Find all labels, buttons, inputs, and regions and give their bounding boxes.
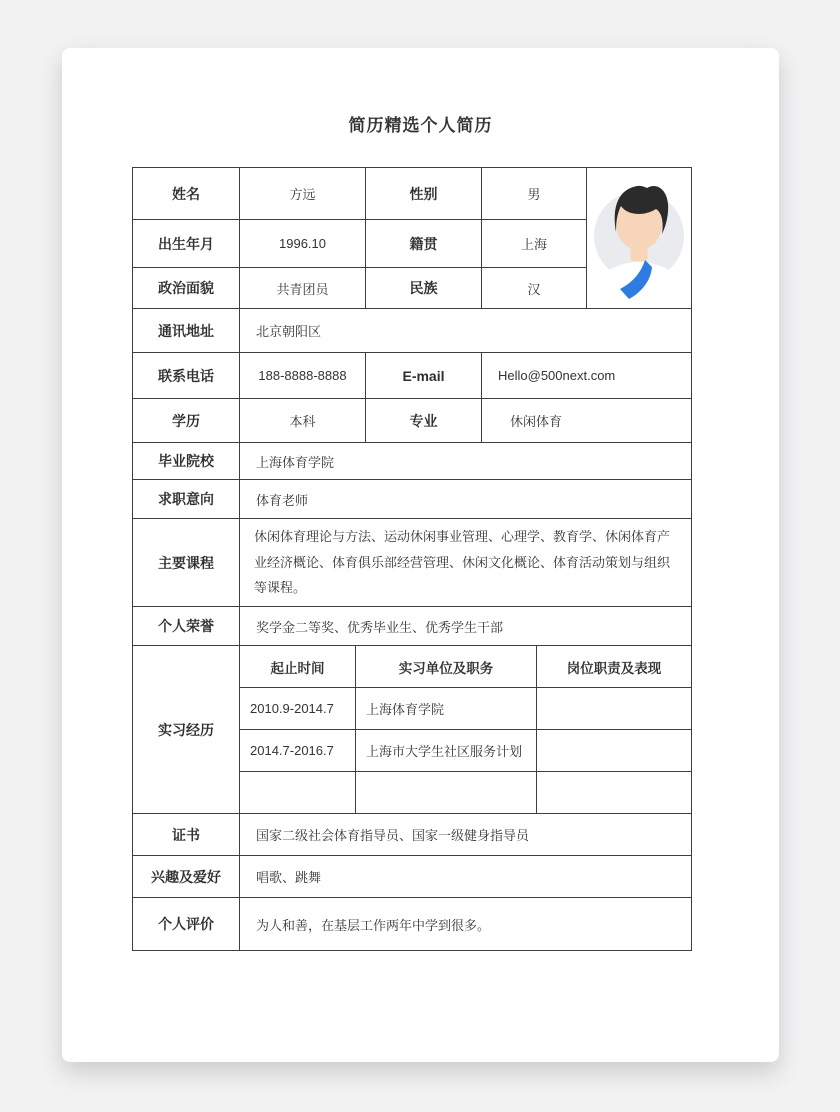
origin-value: 上海 <box>482 220 587 267</box>
political-value: 共青团员 <box>240 268 366 308</box>
phone-label: 联系电话 <box>133 353 240 398</box>
ethnicity-value: 汉 <box>482 268 587 308</box>
internship-header-duty: 岗位职责及表现 <box>566 660 662 676</box>
row-hobbies <box>133 856 691 898</box>
resume-table <box>132 167 692 951</box>
row-honors <box>133 607 691 646</box>
internship-duty <box>537 688 691 729</box>
row-birth <box>133 220 587 268</box>
evaluation-label: 个人评价 <box>133 898 240 950</box>
internship-duty <box>537 730 691 771</box>
political-label: 政治面貌 <box>133 268 240 308</box>
basic-info-section <box>133 168 691 309</box>
internship-table <box>240 646 691 813</box>
degree-label: 学历 <box>133 399 240 442</box>
row-courses <box>133 519 691 607</box>
internship-org <box>356 772 537 813</box>
row-school <box>133 443 691 480</box>
internship-header-row <box>240 646 691 688</box>
internship-org: 上海市大学生社区服务计划 <box>356 730 537 771</box>
internship-time: 2010.9-2014.7 <box>240 688 356 729</box>
evaluation-value: 为人和善，在基层工作两年中学到很多。 <box>256 917 491 933</box>
photo-cell <box>587 168 691 308</box>
school-value: 上海体育学院 <box>256 454 335 470</box>
internship-time <box>240 772 356 813</box>
certificates-value: 国家二级社会体育指导员、国家一级健身指导员 <box>256 828 530 843</box>
row-name <box>133 168 587 220</box>
internship-entry-row <box>240 772 691 813</box>
objective-value: 体育老师 <box>256 492 309 508</box>
male-avatar-icon <box>589 170 689 306</box>
ethnicity-label: 民族 <box>366 268 482 308</box>
name-label: 姓名 <box>133 168 240 219</box>
certificates-label: 证书 <box>133 814 240 855</box>
internship-header-org: 实习单位及职务 <box>356 646 537 687</box>
resume-page <box>62 48 779 1062</box>
hobbies-label: 兴趣及爱好 <box>133 856 240 897</box>
honors-value: 奖学金二等奖、优秀毕业生、优秀学生干部 <box>256 619 504 635</box>
row-objective <box>133 480 691 519</box>
phone-value: 188-8888-8888 <box>240 353 366 398</box>
row-address <box>133 309 691 353</box>
internship-entry-row <box>240 688 691 730</box>
row-evaluation <box>133 898 691 950</box>
internship-label: 实习经历 <box>133 646 240 813</box>
gender-value: 男 <box>482 168 587 219</box>
school-label: 毕业院校 <box>133 443 240 479</box>
internship-time: 2014.7-2016.7 <box>240 730 356 771</box>
internship-duty <box>537 772 691 813</box>
major-value: 休闲体育 <box>510 414 563 429</box>
birth-value: 1996.10 <box>240 220 366 267</box>
row-contact <box>133 353 691 399</box>
address-label: 通讯地址 <box>133 309 240 352</box>
page-title: 简历精选个人简历 <box>348 116 493 135</box>
gender-label: 性别 <box>366 168 482 219</box>
row-internship <box>133 646 691 814</box>
internship-header-time: 起止时间 <box>240 646 356 687</box>
email-value: Hello@500next.com <box>498 368 616 383</box>
honors-label: 个人荣誉 <box>133 607 240 645</box>
internship-org: 上海体育学院 <box>356 688 537 729</box>
row-education <box>133 399 691 443</box>
email-label: E-mail <box>366 353 482 398</box>
row-political <box>133 268 587 308</box>
address-value: 北京朝阳区 <box>256 324 322 339</box>
degree-value: 本科 <box>240 399 366 442</box>
basic-info-rows <box>133 168 587 308</box>
major-label: 专业 <box>366 399 482 442</box>
birth-label: 出生年月 <box>133 220 240 267</box>
courses-value: 休闲体育理论与方法、运动休闲事业管理、心理学、教育学、休闲体育产业经济概论、体育俱乐部经营管理、休闲文化概论、体育活动策划与组织等课程。 <box>254 529 671 596</box>
name-value: 方远 <box>240 168 366 219</box>
objective-label: 求职意向 <box>133 480 240 518</box>
internship-entry-row <box>240 730 691 772</box>
hobbies-value: 唱歌、跳舞 <box>256 870 322 885</box>
origin-label: 籍贯 <box>366 220 482 267</box>
row-certificates <box>133 814 691 856</box>
courses-label: 主要课程 <box>133 519 240 606</box>
